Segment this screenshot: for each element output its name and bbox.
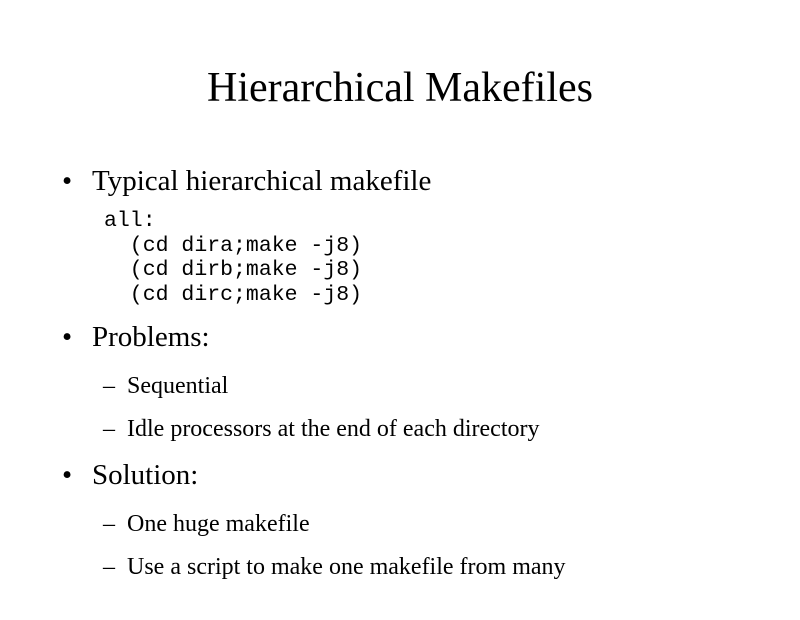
subitem-text: Use a script to make one makefile from many: [127, 554, 566, 580]
dash-icon: –: [103, 416, 115, 442]
bullet-text: Typical hierarchical makefile: [92, 165, 432, 197]
bullet-solution: [62, 458, 198, 492]
dash-icon: –: [103, 373, 115, 399]
subitem-idle-processors: [103, 415, 540, 443]
bullet-icon: •: [62, 321, 73, 353]
dash-icon: –: [103, 554, 115, 580]
subitem-one-huge-makefile: [103, 510, 310, 538]
bullet-text: Problems:: [92, 321, 210, 353]
bullet-icon: •: [62, 165, 73, 197]
bullet-icon: •: [62, 459, 73, 491]
subitem-text: Idle processors at the end of each directory: [127, 416, 540, 442]
bullet-typical-makefile: [62, 164, 431, 198]
code-line: (cd dirc;make -j8): [104, 282, 363, 307]
bullet-problems: [62, 320, 210, 354]
makefile-code-block: [104, 209, 362, 307]
subitem-text: One huge makefile: [127, 511, 310, 537]
subitem-use-script: [103, 553, 566, 581]
bullet-text: Solution:: [92, 459, 199, 491]
code-line: (cd dira;make -j8): [104, 233, 363, 258]
subitem-sequential: [103, 372, 228, 400]
slide-title: Hierarchical Makefiles: [207, 65, 593, 111]
code-line: (cd dirb;make -j8): [104, 258, 363, 282]
dash-icon: –: [103, 511, 115, 537]
code-line: all:: [104, 209, 156, 233]
subitem-text: Sequential: [127, 373, 229, 399]
